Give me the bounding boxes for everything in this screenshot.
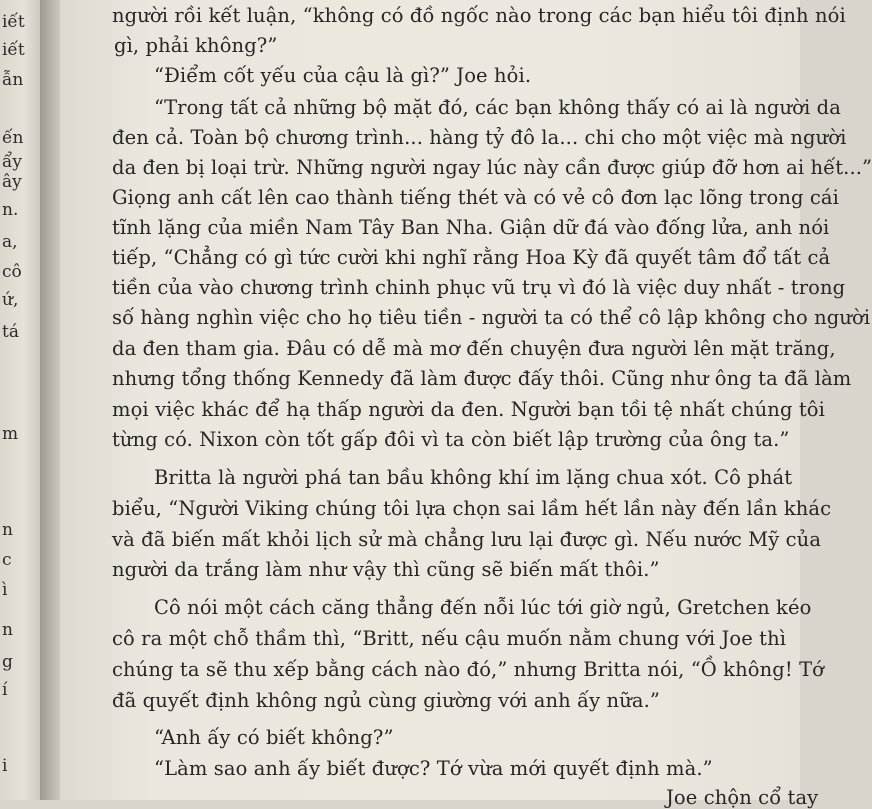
left-fragment: ẫn	[2, 70, 24, 90]
left-fragment: m	[2, 424, 19, 444]
text-line: Britta là người phá tan bầu không khí im lặng chua xót. Cô phát	[154, 466, 793, 489]
left-fragment: n.	[2, 200, 19, 220]
text-line: “Làm sao anh ấy biết được? Tớ vừa mới quyết định mà.”	[154, 757, 713, 780]
left-fragment: ứ,	[2, 290, 19, 310]
text-line: từng có. Nixon còn tốt gấp đôi vì ta còn biết lập trường của ông ta.”	[112, 428, 790, 451]
text-line: Joe chộn cổ tay	[666, 786, 819, 809]
text-line: “Điểm cốt yếu của cậu là gì?” Joe hỏi.	[154, 64, 532, 87]
text-line: đen cả. Toàn bộ chương trình... hàng tỷ đô la... chi cho một việc mà người	[112, 126, 847, 149]
text-line: tĩnh lặng của miền Nam Tây Ban Nha. Giận dữ đá vào đống lửa, anh nói	[112, 216, 830, 239]
text-line: cô ra một chỗ thầm thì, “Britt, nếu cậu muốn nằm chung với Joe thì	[112, 627, 787, 650]
left-fragment: c	[2, 550, 12, 570]
left-fragment: g	[2, 652, 13, 672]
left-fragment: ến	[2, 128, 24, 148]
text-line: người rồi kết luận, “không có đồ ngốc nào trong các bạn hiểu tôi định nói	[112, 4, 846, 27]
text-line: nhưng tổng thống Kennedy đã làm được đấy thôi. Cũng như ông ta đã làm	[112, 367, 852, 390]
text-line: Cô nói một cách căng thẳng đến nỗi lúc tới giờ ngủ, Gretchen kéo	[154, 596, 812, 619]
text-line: da đen tham gia. Đâu có dễ mà mơ đến chuyện đưa người lên mặt trăng,	[112, 337, 836, 360]
text-line: chúng ta sẽ thu xếp bằng cách nào đó,” nhưng Britta nói, “Ồ không! Tớ	[112, 658, 825, 681]
text-line: và đã biến mất khỏi lịch sử mà chẳng lưu lại được gì. Nếu nước Mỹ của	[112, 528, 822, 551]
text-line: mọi việc khác để hạ thấp người da đen. Người bạn tồi tệ nhất chúng tôi	[112, 398, 825, 421]
left-page-edge	[0, 0, 40, 800]
left-fragment: í	[2, 680, 8, 700]
text-line: đã quyết định không ngủ cùng giường với anh ấy nữa.”	[112, 689, 660, 712]
text-line: tiền của vào chương trình chinh phục vũ trụ vì đó là việc duy nhất - trong	[112, 276, 846, 299]
text-line: Giọng anh cất lên cao thành tiếng thét và có vẻ cô đơn lạc lõng trong cái	[112, 186, 839, 209]
left-fragment: n	[2, 520, 13, 540]
book-page	[60, 0, 872, 809]
text-line: gì, phải không?”	[114, 34, 278, 57]
text-line: người da trắng làm như vậy thì cũng sẽ biến mất thôi.”	[112, 558, 660, 581]
left-fragment: a,	[2, 232, 18, 252]
text-line: “Anh ấy có biết không?”	[154, 726, 394, 749]
text-line: da đen bị loại trừ. Những người ngay lúc này cần được giúp đỡ hơn ai hết...”	[112, 156, 872, 179]
text-line: tiếp, “Chẳng có gì tức cười khi nghĩ rằng Hoa Kỳ đã quyết tâm đổ tất cả	[112, 246, 831, 269]
left-fragment: ây	[2, 172, 22, 192]
left-fragment: ì	[2, 580, 8, 600]
left-fragment: ẩy	[2, 152, 23, 172]
left-fragment: tá	[2, 322, 19, 342]
text-line: biểu, “Người Viking chúng tôi lựa chọn sai lầm hết lần này đến lần khác	[112, 497, 832, 520]
text-line: “Trong tất cả những bộ mặt đó, các bạn không thấy có ai là người da	[154, 96, 841, 119]
left-fragment: i	[2, 756, 8, 776]
left-fragment: iết	[2, 40, 25, 60]
left-fragment: n	[2, 620, 13, 640]
text-line: số hàng nghìn việc cho họ tiêu tiền - người ta có thể cô lập không cho người	[112, 306, 871, 329]
left-fragment: cô	[2, 262, 22, 282]
left-fragment: iết	[2, 12, 25, 32]
